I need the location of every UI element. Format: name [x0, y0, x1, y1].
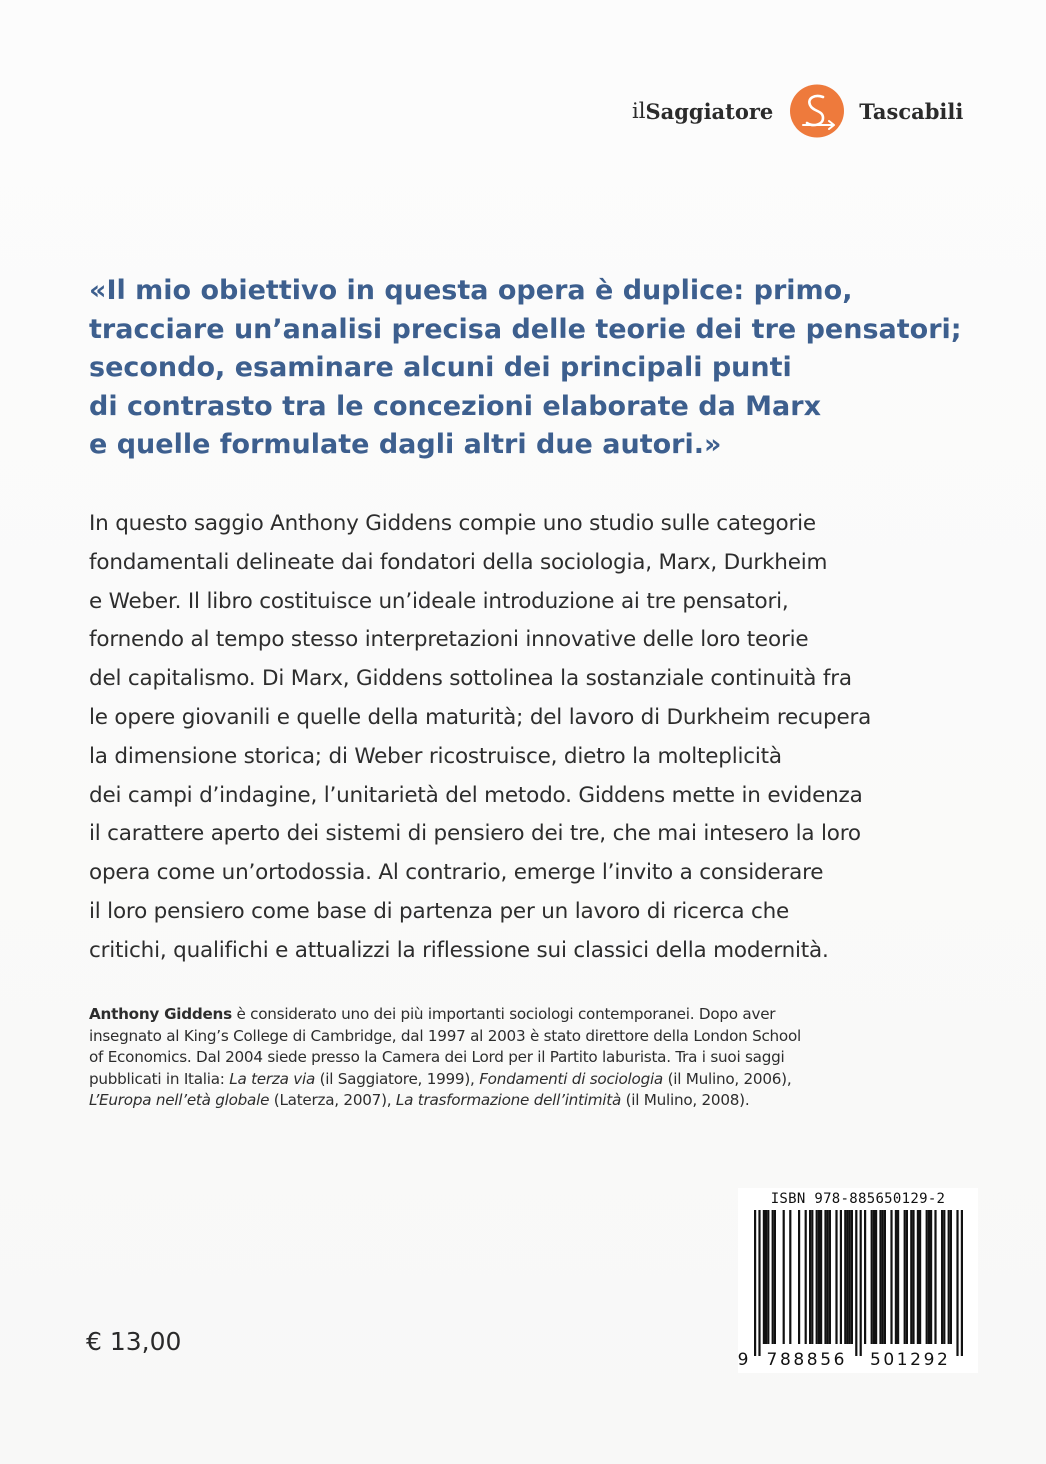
saggiatore-s-arrow-icon — [789, 84, 845, 138]
quote-line: tracciare un’analisi precisa delle teorie dei tre pensatori; — [89, 313, 962, 345]
description-line: le opere giovanili e quelle della maturità; del lavoro di Durkheim recupera — [89, 704, 872, 730]
description-line: fondamentali delineate dai fondatori della sociologia, Marx, Durkheim — [89, 549, 828, 575]
barcode-bar — [871, 1210, 873, 1344]
bio-text: pubblicati in Italia: — [89, 1069, 230, 1088]
barcode-bar — [758, 1210, 760, 1356]
description-line: e Weber. Il libro costituisce un’ideale introduzione ai tre pensatori, — [89, 588, 789, 614]
barcode-bar — [875, 1210, 877, 1344]
barcode-bar — [824, 1210, 826, 1344]
description-line: fornendo al tempo stesso interpretazioni innovative delle loro teorie — [89, 627, 809, 653]
description-line: la dimensione storica; di Weber ricostruisce, dietro la molteplicità — [89, 743, 782, 769]
book-description — [89, 505, 989, 971]
bio-line — [89, 1069, 989, 1091]
barcode-bar — [811, 1210, 813, 1344]
brand-name: Saggiatore — [645, 98, 774, 124]
barcode-bar — [884, 1210, 886, 1344]
barcode-bar — [934, 1210, 936, 1344]
description-line: opera come un’ortodossia. Al contrario, emerge l’invito a considerare — [89, 860, 824, 886]
bio-line: insegnato al King’s College di Cambridge, dal 1997 al 2003 è stato direttore della London School — [89, 1026, 801, 1045]
barcode-icon — [738, 1210, 978, 1370]
barcode-bar — [818, 1210, 820, 1344]
barcode-bar — [763, 1210, 765, 1344]
description-line: il carattere aperto dei sistemi di pensiero dei tre, che mai intesero la loro — [89, 821, 861, 847]
barcode-bar — [774, 1210, 776, 1344]
barcode-bar — [829, 1210, 831, 1344]
barcode-bar — [919, 1210, 921, 1344]
book-title: Fondamenti di sociologia — [479, 1069, 663, 1088]
barcode-bar — [897, 1210, 899, 1344]
barcode-bar — [943, 1210, 945, 1344]
bio-text: (il Saggiatore, 1999), — [315, 1069, 480, 1088]
barcode-bar — [864, 1210, 866, 1344]
barcode-bar — [948, 1210, 950, 1344]
barcode-bar — [816, 1210, 818, 1344]
barcode-bar — [754, 1210, 756, 1356]
description-line: del capitalismo. Di Marx, Giddens sottolinea la sostanziale continuità fra — [89, 666, 852, 692]
barcode-bar — [844, 1210, 846, 1344]
bio-text: (Laterza, 2007), — [269, 1091, 396, 1110]
book-title: La terza via — [229, 1069, 316, 1088]
barcode-bar — [851, 1210, 853, 1344]
barcode-bar — [846, 1210, 848, 1344]
barcode-bar — [904, 1210, 906, 1344]
barcode-bar — [835, 1210, 837, 1344]
book-title: L’Europa nell’età globale — [89, 1091, 270, 1110]
barcode-bar — [961, 1210, 963, 1356]
barcode-bar — [849, 1210, 851, 1344]
bio-text: (il Mulino, 2008). — [621, 1091, 750, 1110]
description-line: dei campi d’indagine, l’unitarietà del metodo. Giddens mette in evidenza — [89, 782, 863, 808]
author-name: Anthony Giddens — [89, 1005, 232, 1023]
pull-quote — [89, 272, 989, 465]
barcode-bar — [950, 1210, 952, 1344]
barcode-bar — [789, 1210, 791, 1344]
barcode-bar — [772, 1210, 774, 1344]
barcode-bar — [930, 1210, 932, 1344]
barcode-bar — [827, 1210, 829, 1344]
brand-prefix: il — [632, 99, 646, 123]
barcode-bar — [798, 1210, 800, 1344]
bio-text: (il Mulino, 2006), — [663, 1069, 792, 1088]
author-bio — [89, 1004, 989, 1112]
barcode-bar — [855, 1210, 857, 1356]
quote-line: e quelle formulate dagli altri due autori.» — [89, 429, 722, 460]
barcode-bar — [765, 1210, 767, 1344]
quote-line: secondo, esaminare alcuni dei principali punti — [89, 352, 792, 383]
barcode-bar — [917, 1210, 919, 1344]
quote-line: «Il mio obiettivo in questa opera è duplice: primo, — [89, 275, 853, 306]
barcode-bar — [956, 1210, 958, 1356]
barcode-bar — [910, 1210, 912, 1344]
barcode-bar — [941, 1210, 943, 1344]
price: € 13,00 — [86, 1327, 182, 1356]
barcode-bar — [890, 1210, 892, 1344]
barcode-bar — [820, 1210, 822, 1344]
barcode-bar — [783, 1210, 785, 1344]
description-line: critichi, qualifichi e attualizzi la riflessione sui classici della modernità. — [89, 937, 829, 963]
publisher-logo — [632, 84, 963, 138]
isbn-barcode — [738, 1188, 978, 1373]
barcode-digits: 788856 — [766, 1350, 848, 1370]
barcode-bar — [926, 1210, 928, 1344]
bio-text: è considerato uno dei più importanti sociologi contemporanei. Dopo aver — [231, 1005, 776, 1023]
bio-line: of Economics. Dal 2004 siede presso la Camera dei Lord per il Partito laburista. Tra i suoi saggi — [89, 1048, 785, 1067]
bio-line — [89, 1004, 989, 1026]
bio-line — [89, 1090, 989, 1112]
series-name: Tascabili — [859, 98, 964, 124]
barcode-bar — [809, 1210, 811, 1344]
barcode-bar — [895, 1210, 897, 1344]
barcode-bar — [879, 1210, 881, 1344]
barcode-bar — [873, 1210, 875, 1344]
barcode-bar — [840, 1210, 842, 1344]
book-title: La trasformazione dell’intimità — [395, 1091, 621, 1110]
isbn-label: ISBN 978-885650129-2 — [770, 1191, 946, 1207]
description-line: il loro pensiero come base di partenza per un lavoro di ricerca che — [89, 898, 790, 924]
quote-line: di contrasto tra le concezioni elaborate da Marx — [89, 390, 822, 422]
barcode-bar — [906, 1210, 908, 1344]
barcode-digits: 9 — [738, 1350, 751, 1370]
barcode-digits: 501292 — [869, 1350, 951, 1370]
barcode-bar — [805, 1210, 807, 1344]
barcode-bar — [882, 1210, 884, 1344]
description-line: In questo saggio Anthony Giddens compie uno studio sulle categorie — [89, 511, 816, 536]
barcode-bar — [767, 1210, 769, 1344]
barcode-bar — [928, 1210, 930, 1344]
barcode-bar — [860, 1210, 862, 1356]
barcode-bar — [912, 1210, 914, 1344]
